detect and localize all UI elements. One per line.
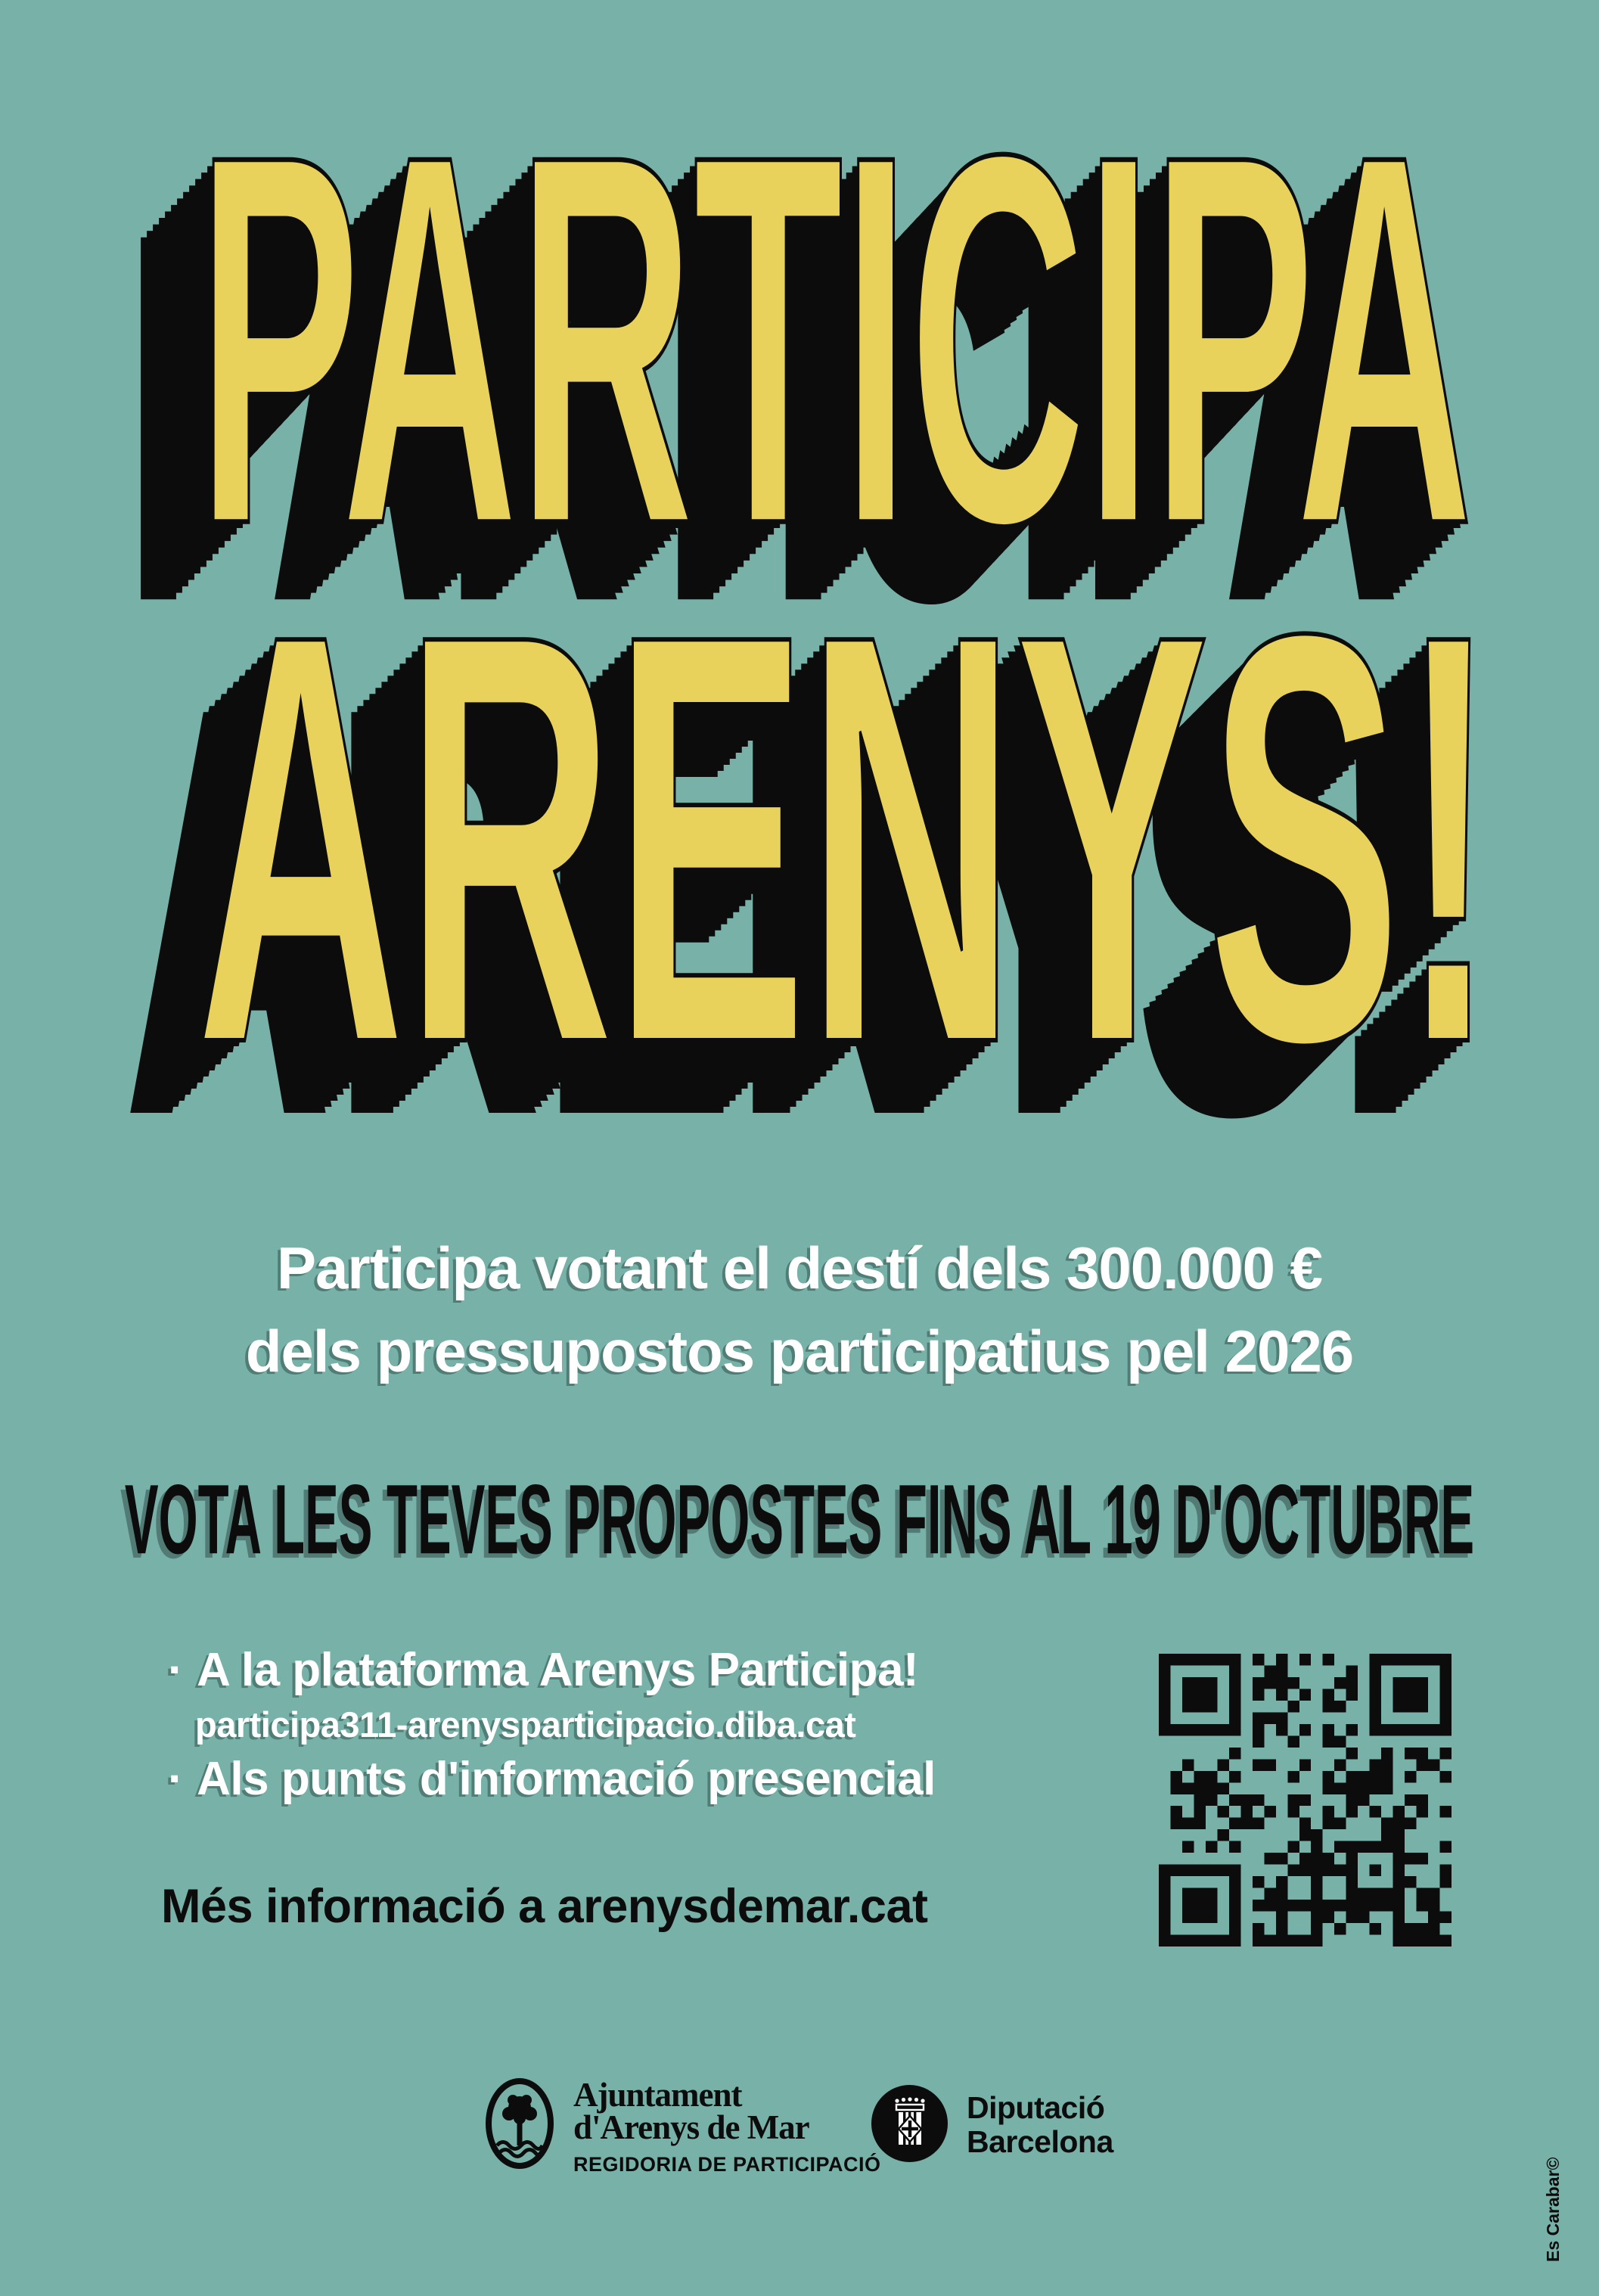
diputacio-block (967, 2091, 1113, 2159)
subtitle-line2: dels pressupostos participatius pel 2026 (245, 1317, 1354, 1384)
subtitle-line1: Participa votant el destí dels 300.000 € (276, 1235, 1322, 1301)
diputacio-name-line2: Barcelona (967, 2124, 1113, 2160)
bullet-text-presencial: Als punts d'informació presencial (197, 1753, 936, 1805)
headline-line2: ARENYS! (195, 512, 1496, 1164)
platform-url: participa311-arenysparticipacio.diba.cat (195, 1704, 856, 1745)
ajuntament-name-line2: d'Arenys de Mar (573, 2108, 809, 2147)
bullet-dot: · (168, 1753, 184, 1805)
bullet-item-presencial (168, 1752, 936, 1806)
subtitle (0, 1227, 1599, 1393)
qr-code-icon (1159, 1654, 1452, 1946)
bullet-text-platform: A la plataforma Arenys Participa! (197, 1644, 919, 1696)
headline-line1: PARTICIPA (197, 45, 1472, 634)
more-info-text: Més informació a arenysdemar.cat (161, 1880, 928, 1933)
ajuntament-block (573, 2076, 881, 2176)
town-crest-tree-waves-icon (485, 2077, 554, 2170)
bullet-dot: · (168, 1644, 184, 1696)
diputacio-crest-icon (871, 2085, 948, 2162)
regidoria-label: REGIDORIA DE PARTICIPACIÓ (573, 2153, 881, 2176)
credit-vertical: Es Carabar© (1543, 2157, 1563, 2262)
bullet-item-platform (168, 1643, 918, 1697)
ajuntament-name-line1: Ajuntament (573, 2076, 742, 2114)
diputacio-name-line1: Diputació (967, 2090, 1105, 2125)
deadline-banner: VOTA LES TEVES PROPOSTES FINS AL 19 D'OCTUBRE (124, 1465, 1475, 1576)
